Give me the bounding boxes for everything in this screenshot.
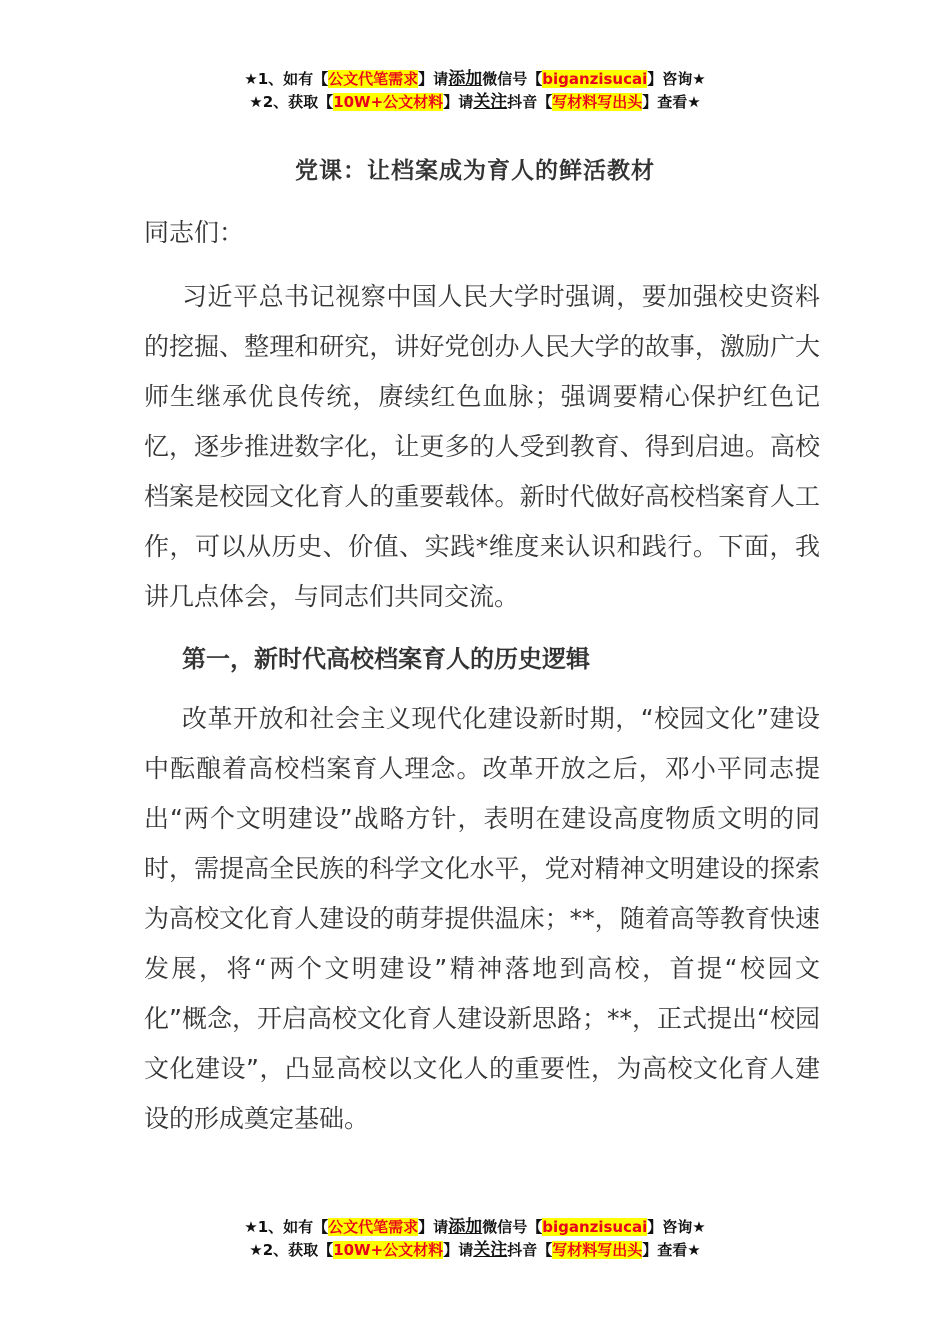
promo-highlight: 10W+公文材料: [333, 1241, 444, 1259]
section-heading-1: 第一，新时代高校档案育人的历史逻辑: [182, 645, 590, 673]
paragraph-history: 改革开放和社会主义现代化建设新时期，“校园文化”建设中酝酿着高校档案育人理念。改革开放之后，邓小平同志提出“两个文明建设”战略方针，表明在建设高度物质文明的同时，需提高全民族的科学文化水平，党对精神文明建设的探索为高校文化育人建设的萌芽提供温床；**，随着高等教育快速发展，将“两个文明建设”精神落地到高校，首提“校园文化”概念，开启高校文化育人建设新思路；**，正式提出“校园文化建设”，凸显高校以文化人的重要性，为高校文化育人建设的形成奠定基础。: [144, 704, 820, 1133]
greeting: 同志们：: [144, 218, 245, 247]
promo-highlight: biganzisucai: [542, 70, 648, 88]
promo-text: 】查看★: [642, 1241, 701, 1259]
promo-underline: 添加: [448, 1217, 483, 1237]
promo-underline: 添加: [448, 69, 483, 89]
bottom-promo-banner: [0, 1216, 950, 1262]
promo-text: 】咨询★: [647, 1218, 706, 1236]
promo-text: 微信号【: [482, 70, 543, 88]
promo-text: ★1、如有【: [244, 70, 329, 88]
promo-highlight: 公文代笔需求: [328, 1218, 419, 1236]
promo-text: 微信号【: [482, 1218, 543, 1236]
promo-line-2: [0, 1239, 950, 1262]
promo-text: 抖音【: [507, 1241, 553, 1259]
promo-underline: 关注: [473, 92, 508, 112]
promo-highlight: biganzisucai: [542, 1218, 648, 1236]
promo-highlight: 10W+公文材料: [333, 93, 444, 111]
promo-text: 】请: [443, 93, 474, 111]
promo-text: 】查看★: [642, 93, 701, 111]
promo-line-1: [0, 68, 950, 91]
promo-line-1: [0, 1216, 950, 1239]
promo-underline: 关注: [473, 1240, 508, 1260]
promo-text: ★2、获取【: [249, 93, 334, 111]
promo-highlight: 写材料写出头: [552, 93, 643, 111]
promo-highlight: 写材料写出头: [552, 1241, 643, 1259]
document-body: [144, 208, 820, 1156]
promo-text: 】请: [418, 1218, 449, 1236]
document-title: 党课：让档案成为育人的鲜活教材: [295, 158, 655, 184]
promo-line-2: [0, 91, 950, 114]
promo-text: 抖音【: [507, 93, 553, 111]
promo-text: ★2、获取【: [249, 1241, 334, 1259]
promo-text: 】请: [418, 70, 449, 88]
promo-text: ★1、如有【: [244, 1218, 329, 1236]
paragraph-intro: 习近平总书记视察中国人民大学时强调，要加强校史资料的挖掘、整理和研究，讲好党创办人民大学的故事，激励广大师生继承优良传统，赓续红色血脉；强调要精心保护红色记忆，逐步推进数字化，让更多的人受到教育、得到启迪。高校档案是校园文化育人的重要载体。新时代做好高校档案育人工作，可以从历史、价值、实践*维度来认识和践行。下面，我讲几点体会，与同志们共同交流。: [144, 282, 820, 611]
promo-text: 】咨询★: [647, 70, 706, 88]
promo-highlight: 公文代笔需求: [328, 70, 419, 88]
promo-text: 】请: [443, 1241, 474, 1259]
top-promo-banner: [0, 68, 950, 114]
